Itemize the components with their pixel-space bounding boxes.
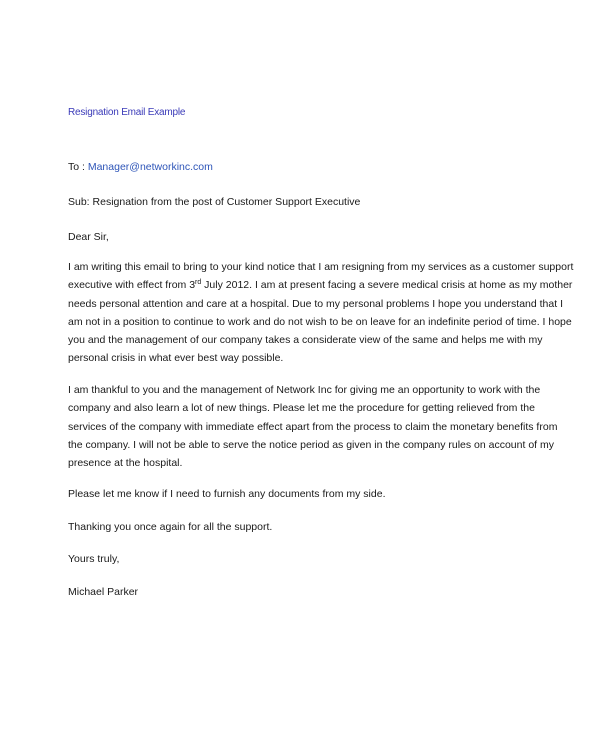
paragraph-2-line: the company. I will not be able to serve the notice period as given in the company rules on account of my [68,438,554,451]
paragraph-1-line: needs personal attention and care at a hospital. Due to my personal problems I hope you understand that I [68,297,563,310]
recipient-email[interactable]: Manager@networkinc.com [87,161,213,173]
paragraph-2-line: services of the company with immediate effect apart from the process to claim the monetary benefits from [68,420,558,433]
paragraph-1-line: executive with effect from 3rd July 2012. I am at present facing a severe medical crisis at home as my mother [68,279,573,292]
paragraph-1-line: you and the management of our company takes a considerate view of the same and helps me with my [68,334,543,347]
document-title: Resignation Email Example [68,107,186,118]
closing: Yours truly, [68,553,120,565]
paragraph-4: Thanking you once again for all the support. [68,521,273,533]
ordinal-suffix: rd [195,279,202,287]
paragraph-1-line: I am writing this email to bring to your kind notice that I am resigning from my services as a customer support [68,261,574,273]
recipient-line [68,161,213,173]
signature-name: Michael Parker [68,586,139,598]
paragraph-2-line: company and also learn a lot of new things. Please let me the procedure for getting relieved from the [68,402,535,415]
paragraph-2-line: I am thankful to you and the management of Network Inc for giving me an opportunity to work with the [68,384,541,396]
paragraph-1 [68,258,574,368]
paragraph-1-line: am not in a position to continue to work and do not wish to be on leave for an indefinite period of time. I hope [68,315,572,328]
salutation: Dear Sir, [68,231,109,243]
paragraph-2-line: presence at the hospital. [68,457,183,470]
paragraph-3: Please let me know if I need to furnish any documents from my side. [68,488,386,500]
recipient-label: To : [68,161,88,173]
subject-line: Sub: Resignation from the post of Customer Support Executive [68,196,361,208]
paragraph-1-line: personal crisis in what ever best way possible. [68,352,284,365]
paragraph-2 [68,381,558,472]
